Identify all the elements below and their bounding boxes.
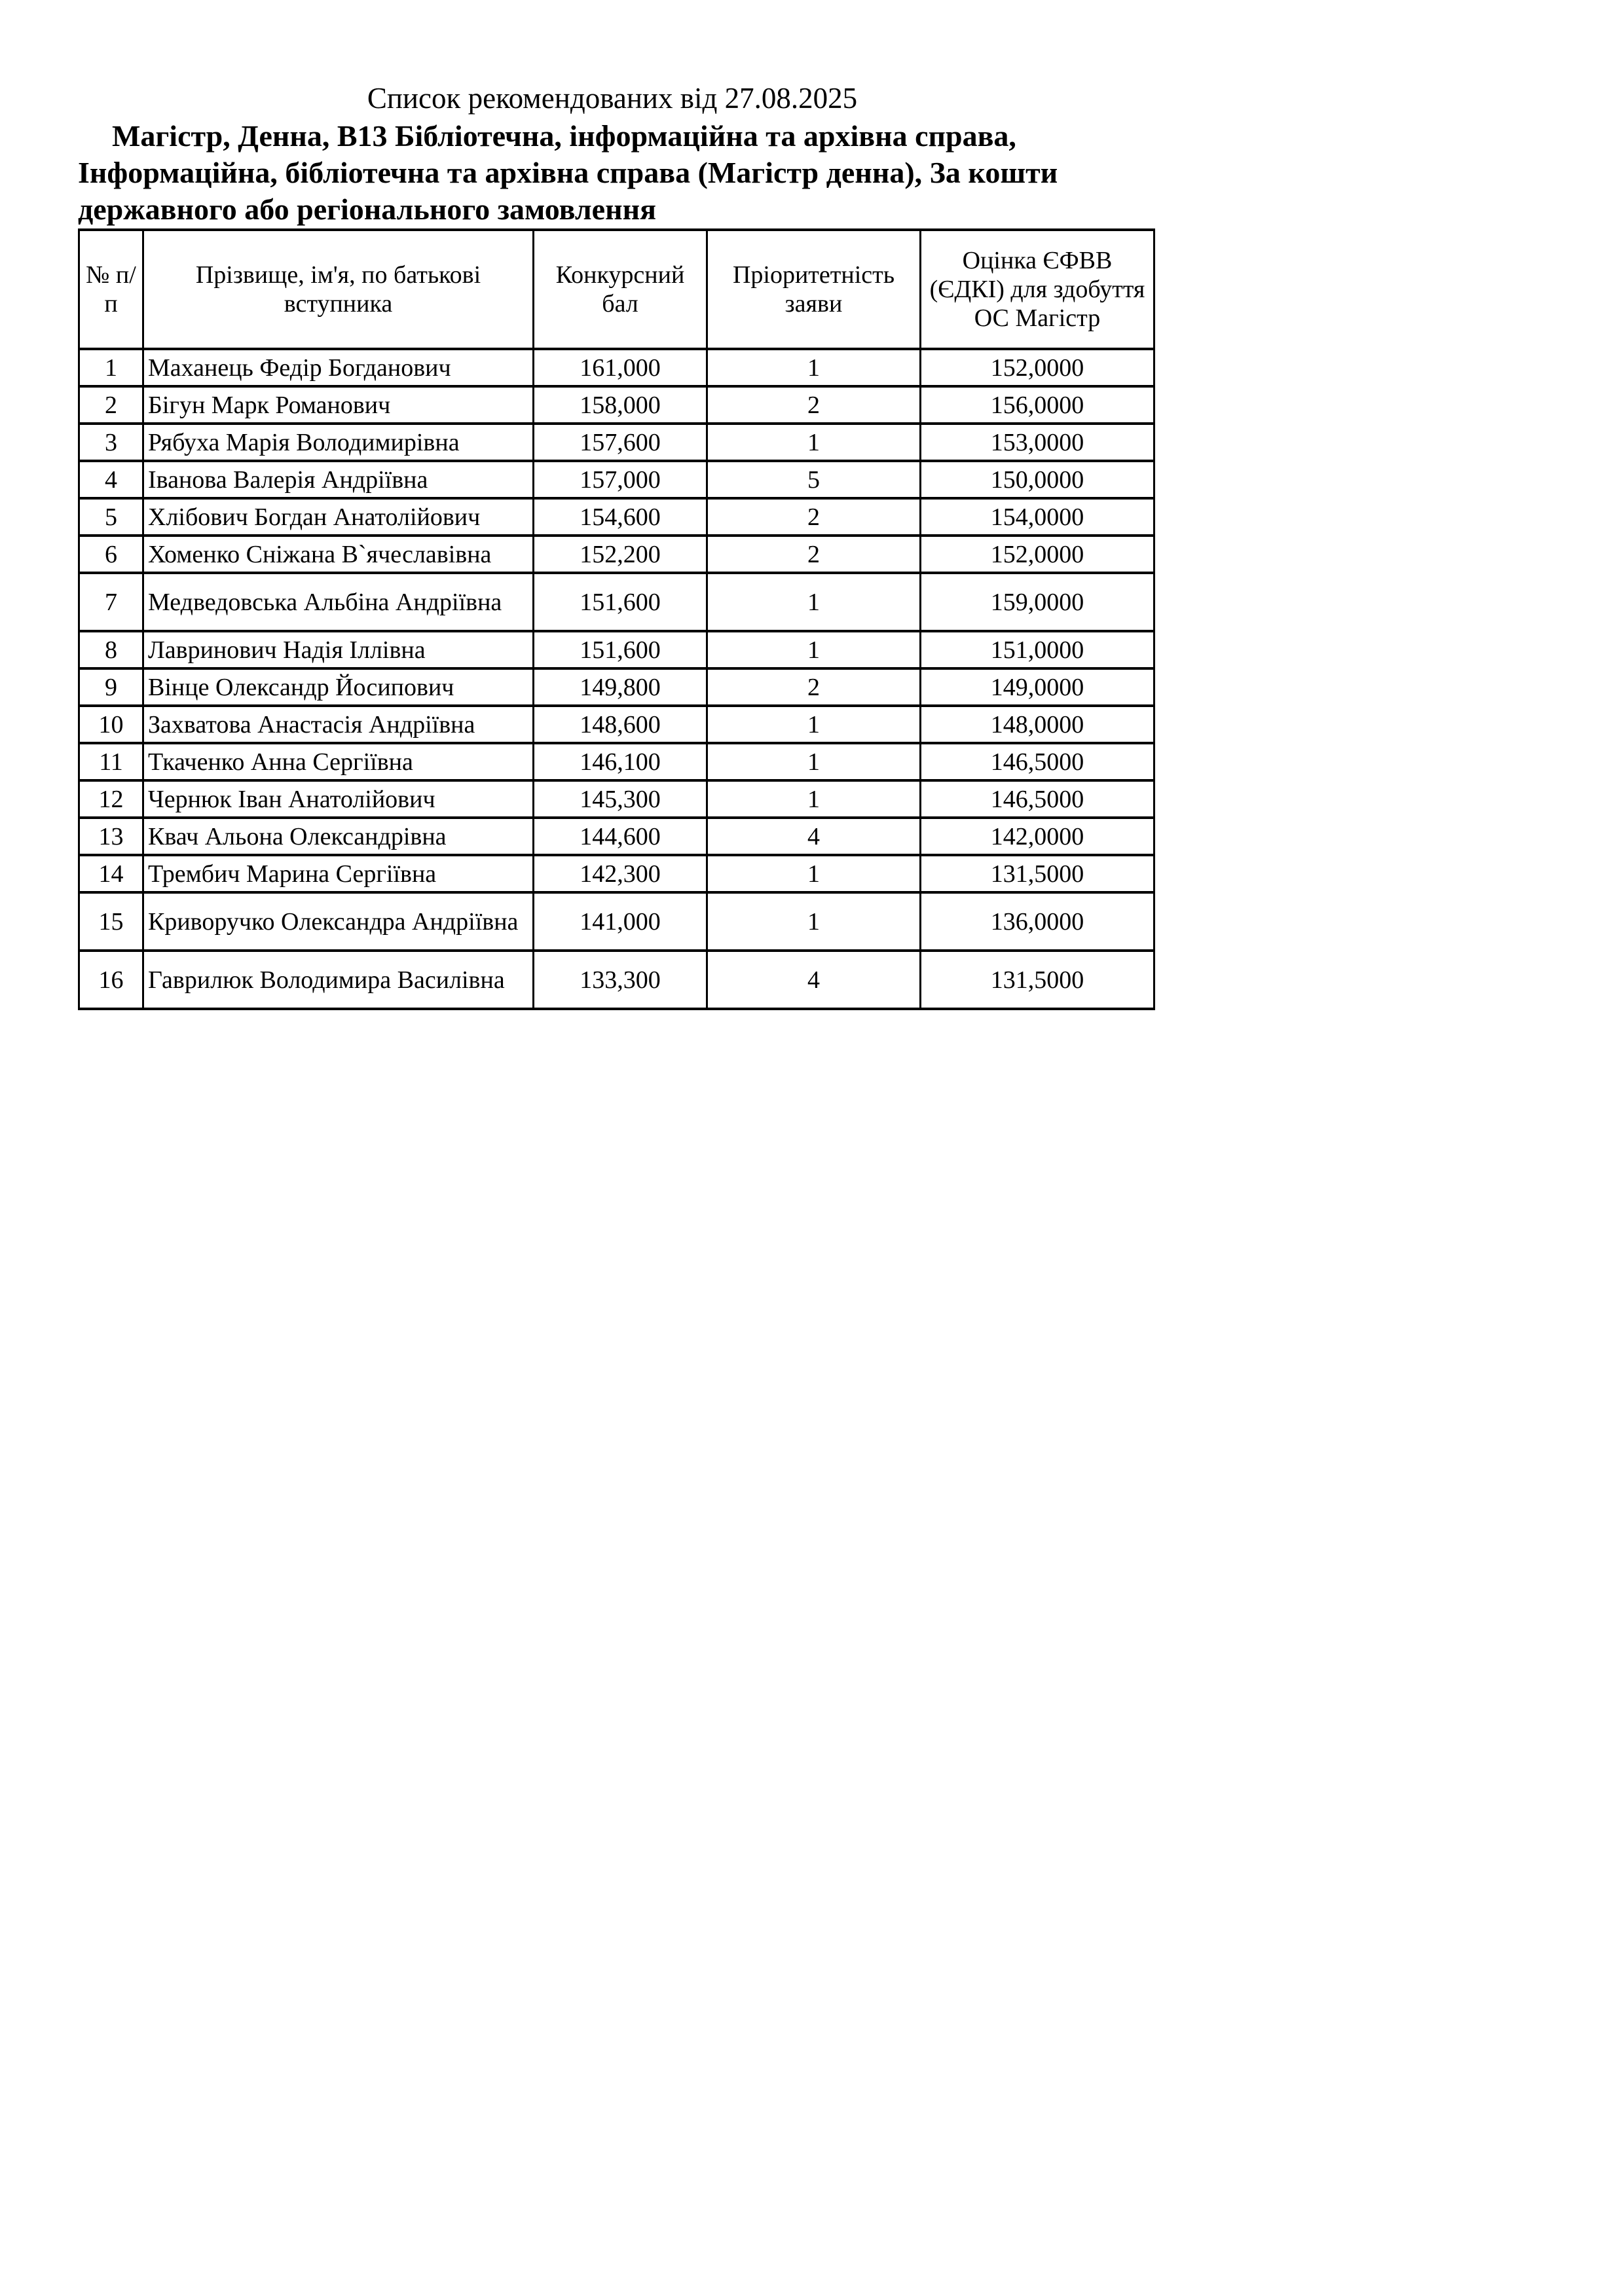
exam-score: 149,0000	[921, 668, 1154, 706]
table-row	[79, 706, 1154, 743]
competitive-score: 141,000	[534, 892, 707, 951]
application-priority: 1	[707, 892, 921, 951]
applicant-name: Рябуха Марія Володимирівна	[143, 424, 534, 461]
row-number: 8	[79, 631, 143, 668]
application-priority: 2	[707, 536, 921, 573]
application-priority: 4	[707, 818, 921, 855]
application-priority: 1	[707, 855, 921, 892]
applicant-name: Криворучко Олександра Андріївна	[143, 892, 534, 951]
application-priority: 5	[707, 461, 921, 498]
applicant-name: Маханець Федір Богданович	[143, 349, 534, 386]
exam-score: 154,0000	[921, 498, 1154, 536]
competitive-score: 144,600	[534, 818, 707, 855]
row-number: 13	[79, 818, 143, 855]
exam-score: 153,0000	[921, 424, 1154, 461]
applicant-name: Бігун Марк Романович	[143, 386, 534, 424]
row-number: 15	[79, 892, 143, 951]
row-number: 14	[79, 855, 143, 892]
recommended-list-table	[78, 228, 1155, 1010]
table-row	[79, 892, 1154, 951]
row-number: 5	[79, 498, 143, 536]
row-number: 7	[79, 573, 143, 631]
applicant-name: Квач Альона Олександрівна	[143, 818, 534, 855]
exam-score: 156,0000	[921, 386, 1154, 424]
table-row	[79, 461, 1154, 498]
table-row	[79, 386, 1154, 424]
row-number: 4	[79, 461, 143, 498]
table-row	[79, 951, 1154, 1009]
row-number: 12	[79, 780, 143, 818]
exam-score: 159,0000	[921, 573, 1154, 631]
application-priority: 4	[707, 951, 921, 1009]
table-header-row	[79, 230, 1154, 349]
competitive-score: 157,000	[534, 461, 707, 498]
row-number: 9	[79, 668, 143, 706]
application-priority: 2	[707, 386, 921, 424]
competitive-score: 158,000	[534, 386, 707, 424]
exam-score: 146,5000	[921, 780, 1154, 818]
table-row	[79, 780, 1154, 818]
exam-score: 150,0000	[921, 461, 1154, 498]
competitive-score: 149,800	[534, 668, 707, 706]
table-row	[79, 536, 1154, 573]
table-row	[79, 818, 1154, 855]
competitive-score: 133,300	[534, 951, 707, 1009]
table-row	[79, 573, 1154, 631]
applicant-name: Захватова Анастасія Андріївна	[143, 706, 534, 743]
applicant-name: Хоменко Сніжана В`ячеславівна	[143, 536, 534, 573]
exam-score: 131,5000	[921, 855, 1154, 892]
application-priority: 1	[707, 780, 921, 818]
competitive-score: 157,600	[534, 424, 707, 461]
table-row	[79, 855, 1154, 892]
competitive-score: 148,600	[534, 706, 707, 743]
applicant-name: Іванова Валерія Андріївна	[143, 461, 534, 498]
document-title: Список рекомендованих від 27.08.2025	[367, 82, 858, 115]
applicant-name: Хлібович Богдан Анатолійович	[143, 498, 534, 536]
competitive-score: 146,100	[534, 743, 707, 780]
table-row	[79, 424, 1154, 461]
applicant-name: Чернюк Іван Анатолійович	[143, 780, 534, 818]
applicant-name: Вінце Олександр Йосипович	[143, 668, 534, 706]
applicant-name: Медведовська Альбіна Андріївна	[143, 573, 534, 631]
competitive-score: 151,600	[534, 573, 707, 631]
applicant-name: Лавринович Надія Іллівна	[143, 631, 534, 668]
header-exam-score: Оцінка ЄФВВ (ЄДКІ) для здобуття ОС Магістр	[921, 230, 1154, 349]
table-row	[79, 498, 1154, 536]
header-competitive-score: Конкурсний бал	[534, 230, 707, 349]
exam-score: 146,5000	[921, 743, 1154, 780]
table-row	[79, 631, 1154, 668]
competitive-score: 152,200	[534, 536, 707, 573]
table-row	[79, 743, 1154, 780]
application-priority: 1	[707, 706, 921, 743]
application-priority: 2	[707, 498, 921, 536]
competitive-score: 154,600	[534, 498, 707, 536]
competitive-score: 161,000	[534, 349, 707, 386]
exam-score: 151,0000	[921, 631, 1154, 668]
exam-score: 136,0000	[921, 892, 1154, 951]
application-priority: 1	[707, 631, 921, 668]
header-priority: Пріоритетність заяви	[707, 230, 921, 349]
exam-score: 152,0000	[921, 536, 1154, 573]
application-priority: 2	[707, 668, 921, 706]
competitive-score: 145,300	[534, 780, 707, 818]
document-subtitle: Магістр, Денна, B13 Бібліотечна, інформаційна та архівна справа, Інформаційна, бібліотечна та архівна справа (Магістр денна), За кошти державного або регіонального замовлення	[78, 119, 1058, 226]
header-full-name: Прізвище, ім'я, по батькові вступника	[143, 230, 534, 349]
exam-score: 152,0000	[921, 349, 1154, 386]
competitive-score: 151,600	[534, 631, 707, 668]
application-priority: 1	[707, 349, 921, 386]
row-number: 11	[79, 743, 143, 780]
competitive-score: 142,300	[534, 855, 707, 892]
applicant-name: Гаврилюк Володимира Василівна	[143, 951, 534, 1009]
table-row	[79, 668, 1154, 706]
application-priority: 1	[707, 424, 921, 461]
applicant-name: Трембич Марина Сергіївна	[143, 855, 534, 892]
exam-score: 148,0000	[921, 706, 1154, 743]
row-number: 3	[79, 424, 143, 461]
exam-score: 142,0000	[921, 818, 1154, 855]
application-priority: 1	[707, 573, 921, 631]
row-number: 16	[79, 951, 143, 1009]
row-number: 1	[79, 349, 143, 386]
row-number: 2	[79, 386, 143, 424]
row-number: 6	[79, 536, 143, 573]
header-number: № п/п	[79, 230, 143, 349]
row-number: 10	[79, 706, 143, 743]
table-row	[79, 349, 1154, 386]
applicant-name: Ткаченко Анна Сергіївна	[143, 743, 534, 780]
application-priority: 1	[707, 743, 921, 780]
exam-score: 131,5000	[921, 951, 1154, 1009]
